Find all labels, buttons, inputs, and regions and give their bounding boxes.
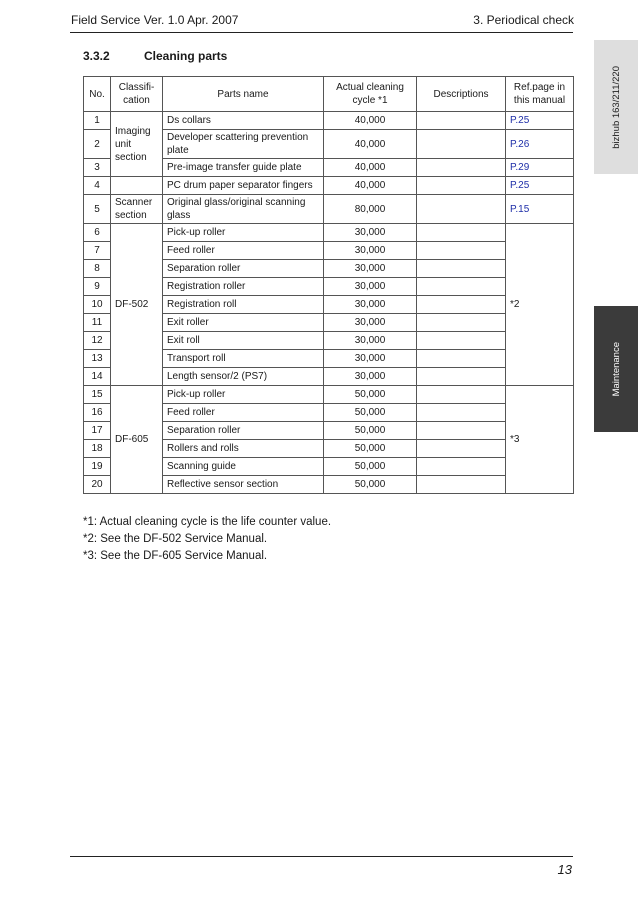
row-part-name: Original glass/original scanning glass xyxy=(163,195,324,224)
row-no: 5 xyxy=(84,195,111,224)
row-description xyxy=(417,112,506,130)
row-part-name: Developer scattering prevention plate xyxy=(163,130,324,159)
model-side-tab xyxy=(594,40,638,174)
row-cycle: 80,000 xyxy=(324,195,417,224)
page-number: 13 xyxy=(557,862,572,877)
row-no: 13 xyxy=(84,350,111,368)
model-side-tab-label: bizhub 163/211/220 xyxy=(610,65,622,149)
footnote-3: *3: See the DF-605 Service Manual. xyxy=(83,550,268,562)
row-ref-link[interactable]: P.25 xyxy=(506,112,574,130)
section-title: Cleaning parts xyxy=(144,49,228,63)
table-row xyxy=(84,177,574,195)
row-cycle: 50,000 xyxy=(324,440,417,458)
table-row xyxy=(84,195,574,224)
row-description xyxy=(417,130,506,159)
row-part-name: Feed roller xyxy=(163,242,324,260)
row-cycle: 50,000 xyxy=(324,422,417,440)
footer-rule xyxy=(70,856,573,857)
header-rule xyxy=(70,32,573,33)
group-df-605: DF-605 xyxy=(111,386,163,494)
col-header-descriptions: Descriptions xyxy=(417,77,506,112)
col-header-ref: Ref.page in this manual xyxy=(506,77,574,112)
row-no: 8 xyxy=(84,260,111,278)
group-scanner-section: Scanner section xyxy=(111,195,163,224)
row-part-name: Exit roll xyxy=(163,332,324,350)
row-cycle: 40,000 xyxy=(324,112,417,130)
row-cycle: 40,000 xyxy=(324,130,417,159)
row-cycle: 30,000 xyxy=(324,350,417,368)
ref-df-605: *3 xyxy=(506,386,574,494)
row-part-name: Pre-image transfer guide plate xyxy=(163,159,324,177)
row-description xyxy=(417,195,506,224)
header-chapter: 3. Periodical check xyxy=(473,13,574,27)
row-part-name: Registration roller xyxy=(163,278,324,296)
footnotes xyxy=(83,514,331,565)
row-classification xyxy=(111,177,163,195)
row-part-name: Reflective sensor section xyxy=(163,476,324,494)
row-part-name: Registration roll xyxy=(163,296,324,314)
row-cycle: 30,000 xyxy=(324,314,417,332)
row-no: 9 xyxy=(84,278,111,296)
row-cycle: 50,000 xyxy=(324,404,417,422)
row-cycle: 40,000 xyxy=(324,177,417,195)
ref-df-502: *2 xyxy=(506,224,574,386)
row-no: 17 xyxy=(84,422,111,440)
row-no: 4 xyxy=(84,177,111,195)
row-no: 18 xyxy=(84,440,111,458)
row-no: 11 xyxy=(84,314,111,332)
row-description xyxy=(417,314,506,332)
row-description xyxy=(417,350,506,368)
row-part-name: Feed roller xyxy=(163,404,324,422)
row-description xyxy=(417,260,506,278)
row-cycle: 30,000 xyxy=(324,332,417,350)
row-cycle: 30,000 xyxy=(324,278,417,296)
row-no: 20 xyxy=(84,476,111,494)
footnote-1: *1: Actual cleaning cycle is the life counter value. xyxy=(83,516,332,528)
row-part-name: Exit roller xyxy=(163,314,324,332)
row-description xyxy=(417,458,506,476)
row-part-name: Pick-up roller xyxy=(163,224,324,242)
row-part-name: Separation roller xyxy=(163,422,324,440)
row-no: 1 xyxy=(84,112,111,130)
row-ref-link[interactable]: P.26 xyxy=(506,130,574,159)
row-no: 15 xyxy=(84,386,111,404)
row-no: 2 xyxy=(84,130,111,159)
row-cycle: 50,000 xyxy=(324,386,417,404)
row-part-name: Pick-up roller xyxy=(163,386,324,404)
row-part-name: Rollers and rolls xyxy=(163,440,324,458)
row-cycle: 30,000 xyxy=(324,242,417,260)
table-row xyxy=(84,386,574,404)
maintenance-side-tab-label: Maintenance xyxy=(610,341,622,397)
row-description xyxy=(417,368,506,386)
row-ref-link[interactable]: P.15 xyxy=(506,195,574,224)
row-ref-link[interactable]: P.25 xyxy=(506,177,574,195)
group-imaging-unit: Imaging unit section xyxy=(111,112,163,177)
row-part-name: Transport roll xyxy=(163,350,324,368)
row-no: 10 xyxy=(84,296,111,314)
col-header-cycle: Actual cleaning cycle *1 xyxy=(324,77,417,112)
table-row xyxy=(84,224,574,242)
row-no: 19 xyxy=(84,458,111,476)
row-cycle: 30,000 xyxy=(324,368,417,386)
row-cycle: 30,000 xyxy=(324,260,417,278)
footnote-2: *2: See the DF-502 Service Manual. xyxy=(83,533,268,545)
row-description xyxy=(417,159,506,177)
row-description xyxy=(417,386,506,404)
row-description xyxy=(417,224,506,242)
col-header-parts-name: Parts name xyxy=(163,77,324,112)
maintenance-side-tab xyxy=(594,306,638,432)
row-cycle: 50,000 xyxy=(324,476,417,494)
table-header-row xyxy=(84,77,574,112)
col-header-classification: Classifi-cation xyxy=(111,77,163,112)
row-cycle: 30,000 xyxy=(324,224,417,242)
row-part-name: PC drum paper separator fingers xyxy=(163,177,324,195)
row-no: 6 xyxy=(84,224,111,242)
row-description xyxy=(417,440,506,458)
row-cycle: 30,000 xyxy=(324,296,417,314)
row-part-name: Separation roller xyxy=(163,260,324,278)
row-no: 14 xyxy=(84,368,111,386)
cleaning-parts-table xyxy=(83,76,574,494)
row-ref-link[interactable]: P.29 xyxy=(506,159,574,177)
group-df-502: DF-502 xyxy=(111,224,163,386)
row-no: 3 xyxy=(84,159,111,177)
row-description xyxy=(417,296,506,314)
header-title: Field Service Ver. 1.0 Apr. 2007 xyxy=(71,13,239,27)
row-description xyxy=(417,177,506,195)
row-no: 16 xyxy=(84,404,111,422)
row-part-name: Length sensor/2 (PS7) xyxy=(163,368,324,386)
row-description xyxy=(417,332,506,350)
col-header-no: No. xyxy=(84,77,111,112)
row-description xyxy=(417,404,506,422)
section-number: 3.3.2 xyxy=(83,49,110,63)
row-no: 7 xyxy=(84,242,111,260)
row-part-name: Ds collars xyxy=(163,112,324,130)
row-part-name: Scanning guide xyxy=(163,458,324,476)
table-row xyxy=(84,112,574,130)
row-no: 12 xyxy=(84,332,111,350)
row-cycle: 40,000 xyxy=(324,159,417,177)
row-cycle: 50,000 xyxy=(324,458,417,476)
row-description xyxy=(417,476,506,494)
row-description xyxy=(417,242,506,260)
row-description xyxy=(417,422,506,440)
row-description xyxy=(417,278,506,296)
